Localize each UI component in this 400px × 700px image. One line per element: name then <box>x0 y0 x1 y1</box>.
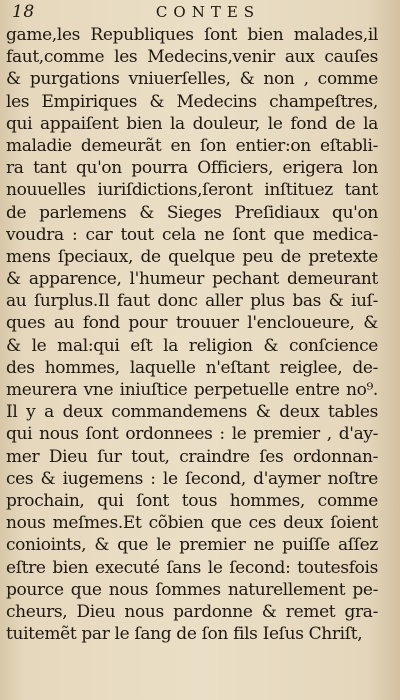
text-line: pource que nous ſommes naturellement pe- <box>6 579 378 600</box>
text-line: qui appaiſent bien la douleur, le fond de la <box>6 113 378 134</box>
text-line: ces & iugemens : le ſecond, d'aymer noſtre <box>6 468 378 489</box>
text-line: Il y a deux commandemens & deux tables <box>6 402 378 423</box>
page-number: 18 <box>12 2 35 22</box>
text-line: de parlemens & Sieges Preſidiaux qu'on <box>6 202 378 223</box>
text-line: & apparence, l'humeur pechant demeurant <box>6 269 378 290</box>
page-header <box>10 2 386 24</box>
text-line: mens ſpeciaux, de quelque peu de pretexte <box>6 246 378 267</box>
text-line: & purgations vniuerſelles, & non , comme <box>6 69 378 90</box>
text-line: prochain, qui ſont tous hommes, comme <box>6 490 378 511</box>
text-line: qui nous ſont ordonnees : le premier , d'ay- <box>6 424 378 445</box>
text-line: cheurs, Dieu nous pardonne & remet gra- <box>6 601 378 622</box>
text-line: des hommes, laquelle n'eſtant reiglee, de- <box>6 357 378 378</box>
text-line: & le mal:qui eſt la religion & conſcience <box>6 335 378 356</box>
body-text <box>6 24 378 645</box>
text-line: nous meſmes.Et cõbien que ces deux ſoient <box>6 513 378 534</box>
text-line: nouuelles iuriſdictions,ſeront inſtituez tant <box>6 180 378 201</box>
text-line: faut,comme les Medecins,venir aux cauſes <box>6 47 378 68</box>
text-line: les Empiriques & Medecins champeſtres, <box>6 91 378 112</box>
text-line: conioints, & que le premier ne puiſſe aſſez <box>6 535 378 556</box>
text-line: ques au fond pour trouuer l'encloueure, & <box>6 313 378 334</box>
text-line: maladie demeurãt en ſon entier:on eſtabli- <box>6 135 378 156</box>
text-line: mer Dieu ſur tout, craindre ſes ordonnan- <box>6 446 378 467</box>
text-line: tuitemẽt par le ſang de ſon fils Ieſus Chriſt, <box>6 624 363 645</box>
text-line: ra tant qu'on pourra Officiers, erigera lon <box>6 158 378 179</box>
text-line: game,les Republiques ſont bien malades,il <box>6 25 378 45</box>
text-line: au ſurplus.Il faut donc aller plus bas & iuſ- <box>6 291 378 312</box>
running-title: CONTES <box>155 3 261 21</box>
text-line: eſtre bien executé ſans le ſecond: toutesfois <box>6 557 378 578</box>
text-line: meurera vne iniuſtice perpetuelle entre no⁹. <box>6 380 378 400</box>
text-line: voudra : car tout cela ne ſont que medica- <box>6 224 378 245</box>
